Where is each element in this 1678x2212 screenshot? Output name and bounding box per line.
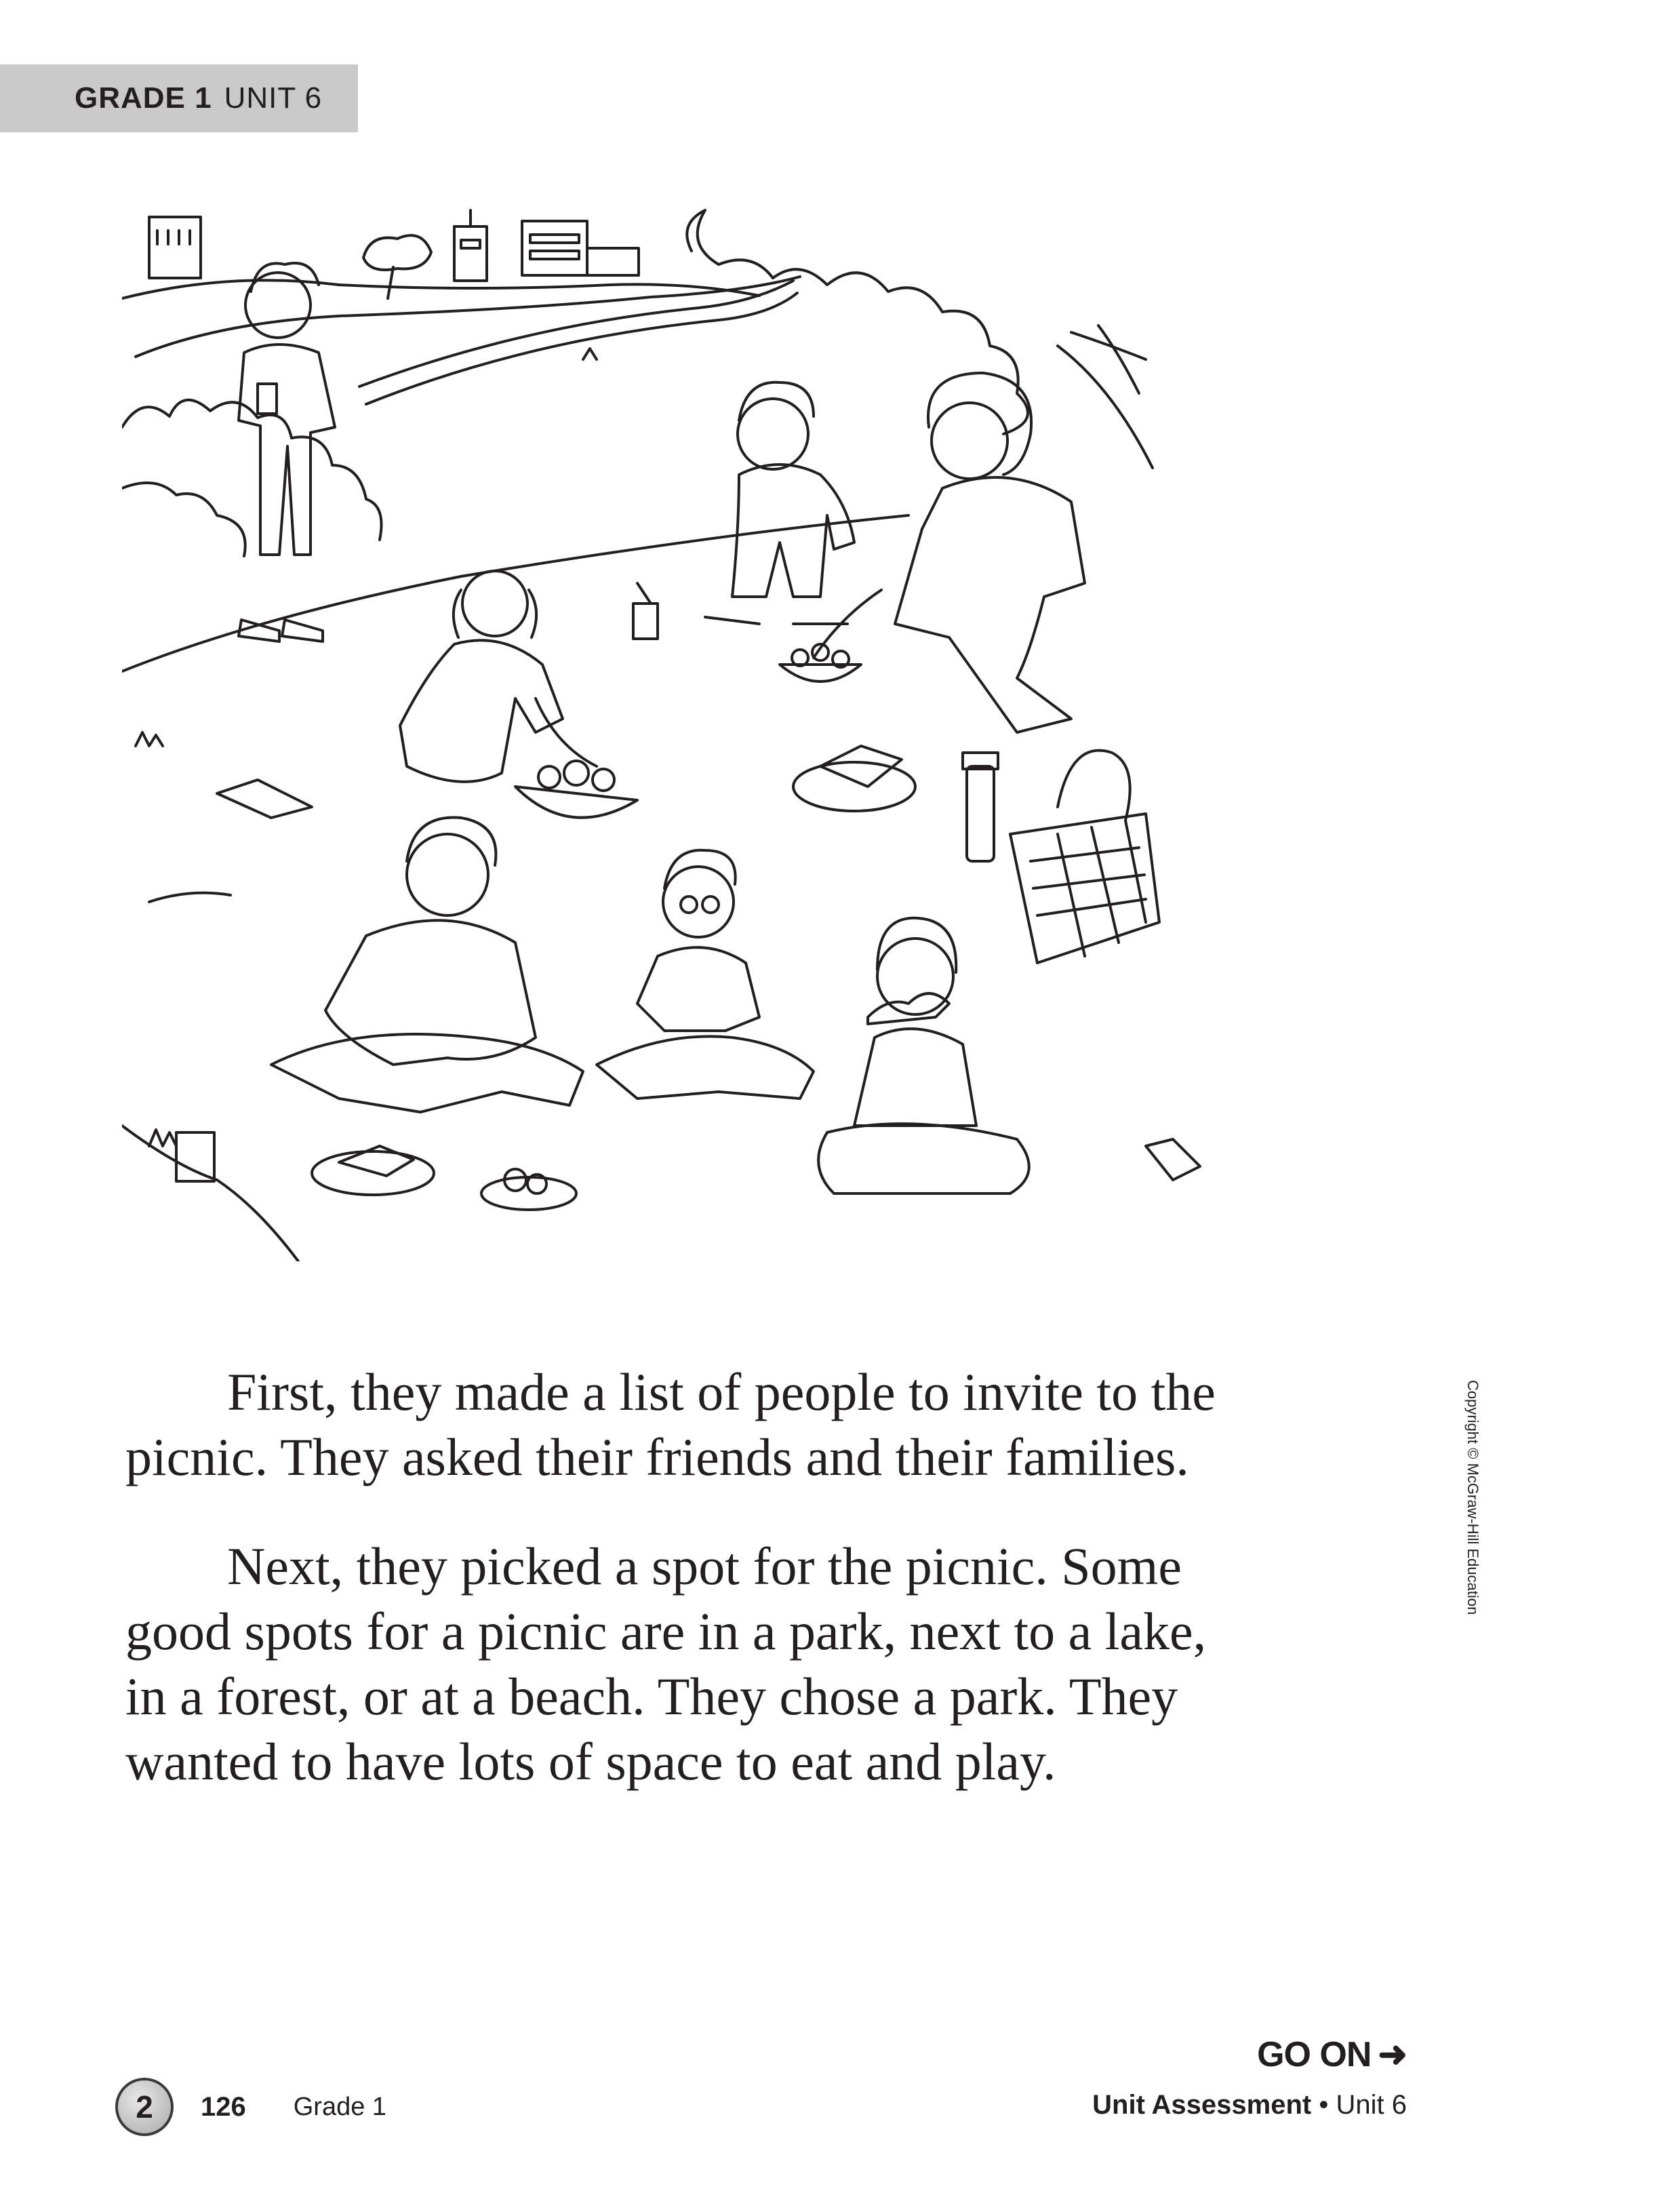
footer-grade-label: Grade 1 [293, 2092, 387, 2121]
picnic-scene-illustration [122, 197, 1220, 1261]
grade-label: GRADE 1 [75, 81, 212, 115]
footer-unit-label: Unit 6 [1336, 2090, 1407, 2120]
story-paragraph-1: First, they made a list of people to invite to the picnic. They asked their friends and their families. [125, 1362, 1216, 1486]
woman-kneeling [814, 373, 1085, 732]
picnic-basket [1010, 751, 1159, 963]
girl-eating-watermelon [818, 918, 1029, 1193]
unit-label: UNIT 6 [224, 81, 323, 115]
assessment-label: Unit Assessment [1092, 2090, 1312, 2120]
arrow-right-icon: ➜ [1378, 2035, 1407, 2074]
buildings-background [149, 210, 639, 298]
page-number: 126 [201, 2091, 246, 2122]
boy-eating-apple [705, 382, 854, 624]
copyright-notice: Copyright © McGraw-Hill Education [1464, 1380, 1481, 1615]
footer-right [1092, 2090, 1407, 2120]
man-sitting [271, 818, 583, 1112]
grade-unit-tab [0, 64, 358, 132]
boy-with-glasses [597, 850, 814, 1099]
go-on-text: GO ON [1257, 2035, 1372, 2074]
page-circle-badge: 2 [115, 2078, 174, 2136]
go-on-label [1257, 2034, 1407, 2075]
story-text [125, 1360, 1244, 1838]
girl-with-braids [400, 571, 597, 782]
footer-left [115, 2076, 386, 2137]
story-paragraph-2: Next, they picked a spot for the picnic. Some good spots for a picnic are in a park, next to a lake, in a forest, or at a beach. They chose a park. They wanted to have lots of space to eat and play. [125, 1537, 1207, 1791]
footer-separator: • [1319, 2090, 1329, 2120]
